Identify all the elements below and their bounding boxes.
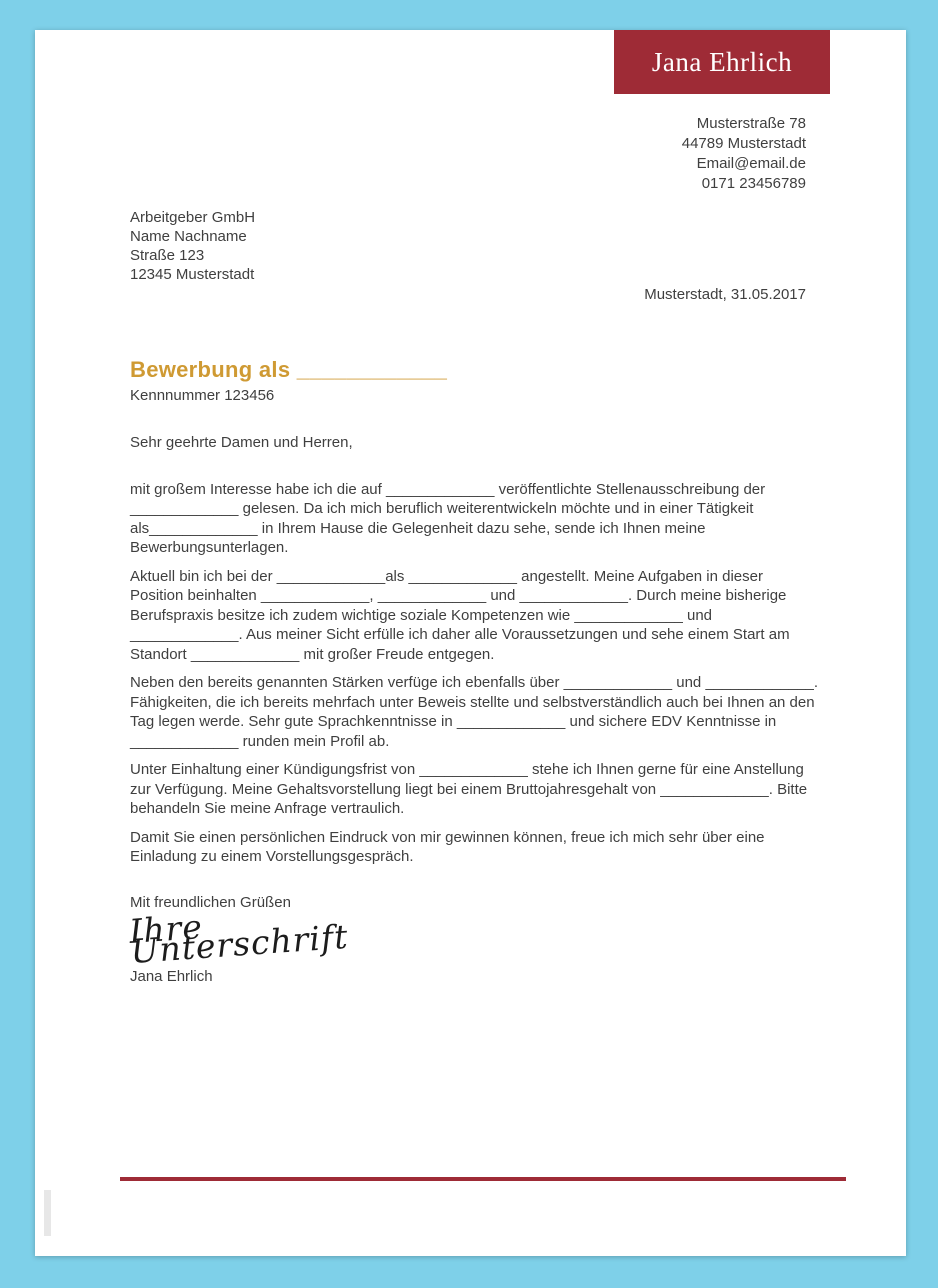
- date-line: Musterstadt, 31.05.2017: [644, 286, 806, 303]
- paragraph-5: Damit Sie einen persönlichen Eindruck von mir gewinnen können, freue ich mich sehr über eine Einladung zu einem Vorstellungsgespräch.: [130, 828, 765, 865]
- sender-street: Musterstraße 78: [696, 115, 806, 132]
- signature-name: Jana Ehrlich: [130, 968, 213, 985]
- recipient-company: Arbeitgeber GmbH: [130, 209, 256, 226]
- sender-address-block: [682, 114, 806, 194]
- recipient-city: 12345 Musterstadt: [130, 266, 255, 283]
- reference-number: Kennnummer 123456: [130, 386, 275, 404]
- subject-heading: [130, 357, 820, 382]
- subject-blank: ____________: [296, 357, 448, 382]
- sender-city: 44789 Musterstadt: [681, 135, 806, 152]
- recipient-contact: Name Nachname: [130, 228, 247, 245]
- name-banner: [614, 30, 830, 94]
- subject-prefix: Bewerbung als: [130, 357, 297, 382]
- letter-page: [35, 30, 906, 1256]
- paragraph-3: Neben den bereits genannten Stärken verfüge ich ebenfalls über _____________ und _____________. Fähigkeiten, die ich bereits mehrfach unter Beweis stellte und selbstverständlich auch bei Ihnen an den Tag legen werde. Sehr gute Sprachkenntnisse in _____________ und sichere EDV Kenntnisse in _____________ runden mein Profil ab.: [130, 674, 819, 750]
- sender-phone: 0171 23456789: [701, 175, 806, 192]
- paragraph-2: Aktuell bin ich bei der _____________als _____________ angestellt. Meine Aufgaben in dieser Position beinhalten _____________, _____________ und _____________. Durch meine bisherige Berufspraxis besitze ich zudem wichtige soziale Kompetenzen wie _____________ und _____________. Aus meiner Sicht erfülle ich daher alle Voraussetzungen und sehe einem Start am Standort _____________ mit großer Freude entgegen.: [130, 567, 790, 663]
- salutation: Sehr geehrte Damen und Herren,: [130, 434, 353, 451]
- recipient-street: Straße 123: [130, 247, 205, 264]
- sender-email: Email@email.de: [696, 155, 806, 172]
- closing-formula: Mit freundlichen Grüßen: [130, 893, 291, 911]
- paragraph-4: Unter Einhaltung einer Kündigungsfrist von _____________ stehe ich Ihnen gerne für eine Anstellung zur Verfügung. Meine Gehaltsvorstellung liegt bei einem Bruttojahresgehalt von _____________. Bitte behandeln Sie meine Anfrage vertraulich.: [130, 761, 808, 817]
- paragraph-1: mit großem Interesse habe ich die auf _____________ veröffentlichte Stellenausschreibung der _____________ gelesen. Da ich mich beruflich weiterentwickeln möchte und in einer Tätigkeit als_____________ in Ihrem Hause die Gelegenheit dazu sehe, sende ich Ihnen meine Bewerbungsunterlagen.: [130, 480, 766, 556]
- letter-body: [127, 357, 820, 987]
- banner-name-text: Jana Ehrlich: [651, 46, 793, 77]
- recipient-address-block: [130, 208, 255, 284]
- footer-rule: [120, 1177, 846, 1181]
- edge-watermark: [44, 1190, 51, 1236]
- handwritten-signature: Ihre Unterschrift: [127, 906, 350, 971]
